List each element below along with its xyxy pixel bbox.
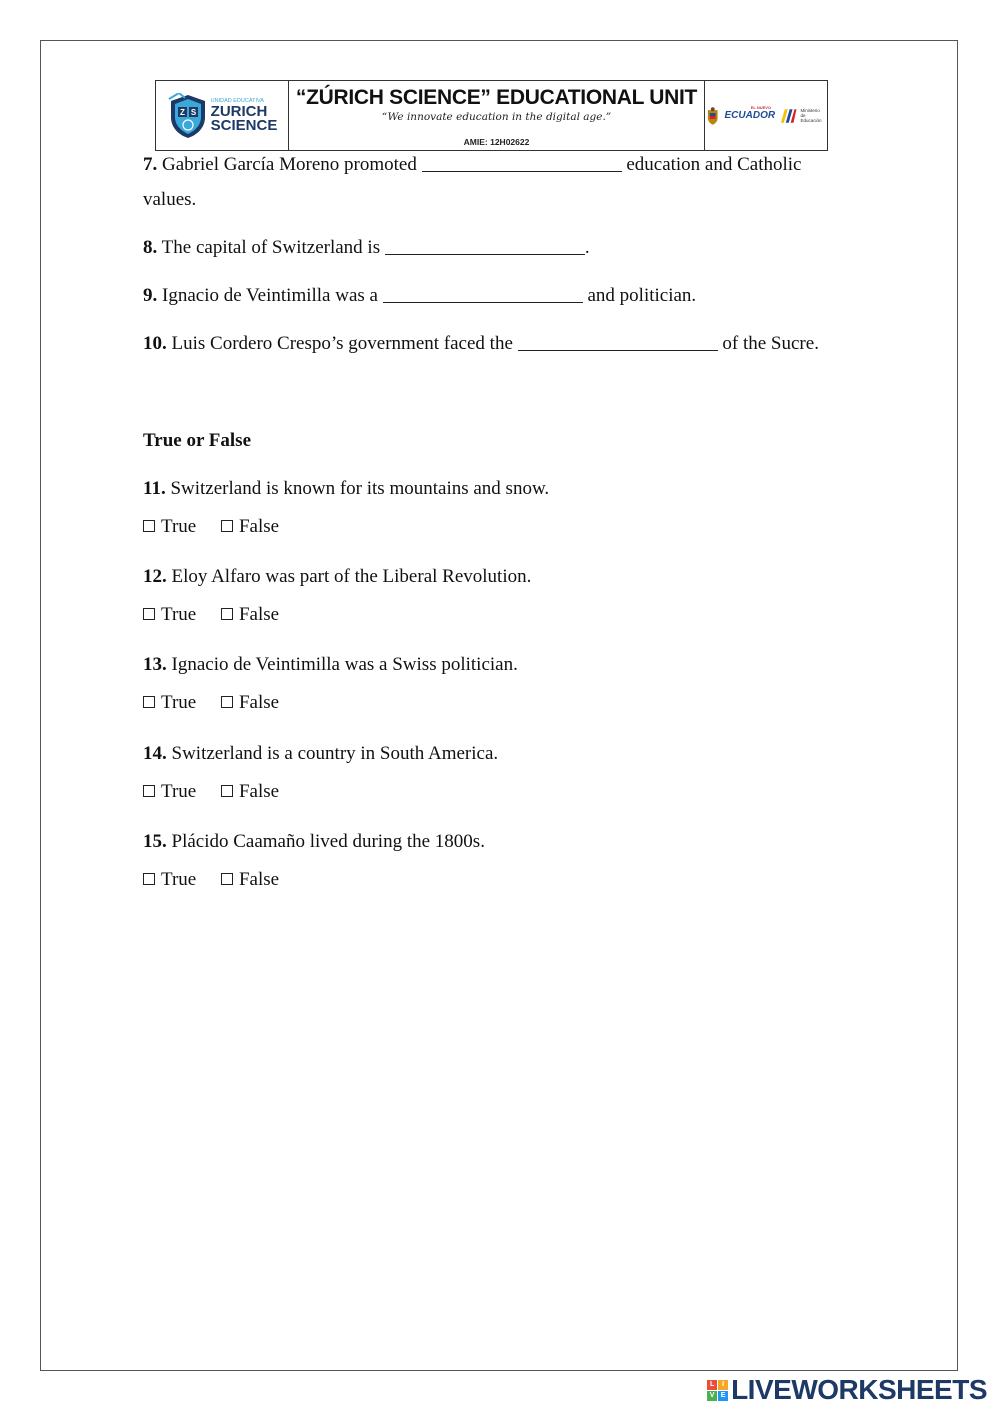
options-12 (143, 604, 279, 626)
school-header (155, 80, 828, 151)
option-false[interactable] (221, 869, 279, 891)
liveworksheets-grid-icon (707, 1380, 728, 1401)
option-true[interactable] (143, 604, 196, 626)
question-text: Switzerland is known for its mountains and snow. (170, 478, 550, 499)
option-false[interactable] (221, 781, 279, 803)
question-text-after: of the Sucre. (722, 333, 819, 354)
options-11 (143, 516, 279, 538)
question-text-after: and politician. (587, 285, 697, 306)
checkbox-icon[interactable] (221, 696, 233, 708)
checkbox-icon[interactable] (221, 520, 233, 532)
answer-blank[interactable] (385, 238, 585, 255)
checkbox-icon[interactable] (221, 785, 233, 797)
checkbox-icon[interactable] (143, 873, 155, 885)
checkbox-icon[interactable] (221, 873, 233, 885)
option-label: True (161, 516, 197, 537)
question-10 (143, 333, 819, 355)
question-text-before: Gabriel García Moreno promoted (162, 154, 417, 175)
option-label: False (238, 781, 280, 802)
question-text-before: Luis Cordero Crespo’s government faced the (171, 333, 513, 354)
option-true[interactable] (143, 692, 196, 714)
answer-blank[interactable] (383, 286, 583, 303)
question-number: 13. (143, 654, 167, 675)
checkbox-icon[interactable] (143, 608, 155, 620)
question-text-before: The capital of Switzerland is (161, 237, 381, 258)
question-13 (143, 654, 518, 676)
school-logo (156, 81, 289, 150)
option-true[interactable] (143, 516, 196, 538)
logo-subtitle: UNIDAD EDUCATIVA (210, 98, 264, 104)
grid-cell: L (707, 1380, 717, 1390)
question-number: 15. (143, 831, 167, 852)
grid-cell: E (718, 1391, 728, 1401)
question-text: Plácido Caamaño lived during the 1800s. (171, 831, 485, 852)
option-label: False (238, 604, 280, 625)
header-title-cell (289, 81, 705, 150)
answer-blank[interactable] (518, 334, 718, 351)
question-11 (143, 478, 549, 500)
coat-of-arms-icon (705, 106, 721, 126)
question-text: Ignacio de Veintimilla was a Swiss politician. (171, 654, 518, 675)
options-13 (143, 692, 279, 714)
svg-text:S: S (190, 107, 196, 117)
checkbox-icon[interactable] (143, 696, 155, 708)
option-label: False (238, 516, 280, 537)
question-number: 14. (143, 743, 167, 764)
grid-cell: I (718, 1380, 728, 1390)
option-false[interactable] (221, 692, 279, 714)
question-number: 7. (143, 154, 158, 175)
question-text-after: . (584, 237, 590, 258)
ministerio-label (801, 108, 827, 123)
option-label: True (161, 692, 197, 713)
answer-blank[interactable] (422, 155, 622, 172)
question-number: 11. (143, 478, 166, 499)
ecuador-label: ECUADOR (724, 110, 776, 121)
logo-line-2: SCIENCE (210, 117, 278, 134)
liveworksheets-logo[interactable] (707, 1374, 987, 1406)
question-9 (143, 285, 696, 307)
ministerio-line-2: de Educación (800, 113, 822, 123)
svg-text:Z: Z (179, 107, 185, 117)
option-true[interactable] (143, 869, 196, 891)
question-text-after: education and Catholic (626, 154, 802, 175)
checkbox-icon[interactable] (221, 608, 233, 620)
checkbox-icon[interactable] (143, 785, 155, 797)
ecuador-small-label: EL NUEVO (750, 105, 772, 110)
question-8 (143, 237, 590, 259)
section-heading-true-false: True or False (143, 430, 251, 451)
checkbox-icon[interactable] (143, 520, 155, 532)
option-label: True (161, 869, 197, 890)
logo-line-1: ZURICH (210, 103, 268, 120)
question-number: 8. (143, 237, 158, 258)
option-label: True (161, 604, 197, 625)
question-12 (143, 566, 531, 588)
school-title: “ZÚRICH SCIENCE” EDUCATIONAL UNIT (295, 86, 698, 109)
option-label: True (161, 781, 197, 802)
question-14 (143, 743, 498, 765)
question-text: Eloy Alfaro was part of the Liberal Revolution. (171, 566, 532, 587)
question-text-before: Ignacio de Veintimilla was a (162, 285, 378, 306)
shield-logo-icon (167, 93, 209, 139)
amie-code: AMIE: 12H02622 (463, 137, 530, 147)
question-text: Switzerland is a country in South America. (171, 743, 499, 764)
question-number: 10. (143, 333, 167, 354)
school-motto: “We innovate education in the digital age.” (381, 111, 612, 123)
logo-wordmark (211, 98, 278, 133)
question-7-continuation: values. (143, 189, 197, 210)
question-number: 12. (143, 566, 167, 587)
question-15 (143, 831, 485, 853)
option-false[interactable] (221, 516, 279, 538)
grid-cell: V (707, 1391, 717, 1401)
option-false[interactable] (221, 604, 279, 626)
ministerio-line-1: Ministerio (800, 108, 820, 113)
question-7 (143, 154, 802, 176)
options-15 (143, 869, 279, 891)
question-number: 9. (143, 285, 158, 306)
ecuador-logo (724, 105, 776, 121)
options-14 (143, 781, 279, 803)
option-true[interactable] (143, 781, 196, 803)
option-label: False (238, 869, 280, 890)
flag-stripes-icon (779, 109, 796, 123)
ministry-logos (705, 81, 827, 150)
liveworksheets-wordmark: LIVEWORKSHEETS (731, 1374, 987, 1405)
option-label: False (238, 692, 280, 713)
